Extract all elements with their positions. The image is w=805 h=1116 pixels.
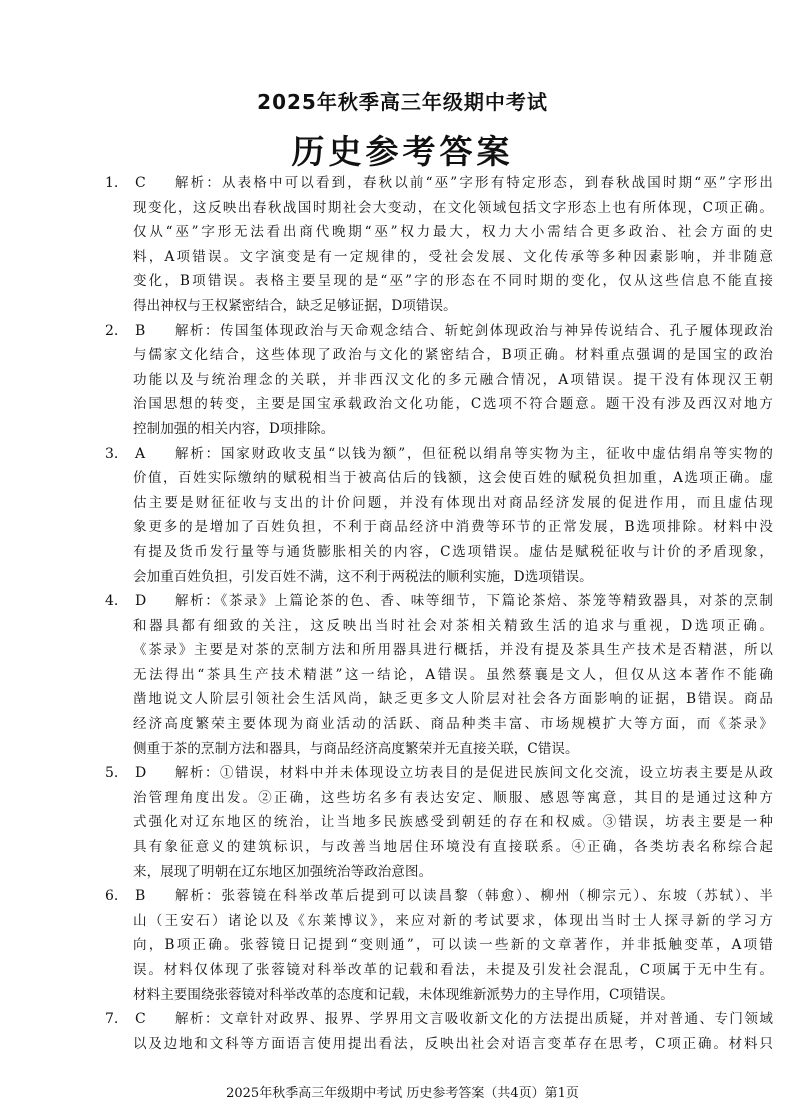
explanation-line: 治管理角度出发。②正确，这些坊名多有表达安定、顺服、感恩等寓意，其目的是通过这种方 bbox=[133, 789, 773, 806]
answer-item bbox=[0, 884, 805, 1007]
explanation-line: 会加重百姓负担，引发百姓不满，这不利于两税法的顺利实施，D选项错误。 bbox=[133, 568, 593, 585]
answer-letter: B bbox=[135, 888, 146, 905]
explanation-line: 误。材料仅体现了张蓉镜对科举改革的记载和看法，未提及引发社会混乱，C项属于无中生有。 bbox=[133, 962, 773, 978]
explanation-line: 和器具都有细致的关注，这反映出当时社会对茶相关精致生活的追求与重视，D选项正确。 bbox=[133, 617, 773, 634]
explanation-line: 解析：张蓉镜在科举改革后提到可以读昌黎（韩愈）、柳州（柳宗元）、东坡（苏轼）、半 bbox=[175, 888, 773, 905]
explanation-line: 解析：国家财政收支虽“以钱为额”，但征税以绢帛等实物为主，征收中虚估绢帛等实物的 bbox=[175, 445, 773, 462]
question-number: 3. bbox=[105, 445, 119, 462]
explanation-line: 象更多的是增加了百姓负担，不利于商品经济中消费等环节的正常发展，B选项排除。材料中没 bbox=[133, 519, 773, 536]
answer-letter: C bbox=[135, 1011, 146, 1028]
explanation-line: 山（王安石）诸论以及《东莱博议》，来应对新的考试要求，体现出当时士人探寻新的学习方 bbox=[133, 912, 773, 929]
question-number: 5. bbox=[105, 765, 119, 782]
explanation-line: 具有象征意义的建筑标识，与改善当地居住环境没有直接联系。④正确，各类坊表名称综合起 bbox=[133, 839, 773, 856]
answer-item bbox=[0, 319, 805, 442]
answer-letter: D bbox=[135, 765, 147, 782]
explanation-line: 现变化，这反映出春秋战国时期社会大变动，在文化领域包括文字形态上也有所体现，C项正确。 bbox=[133, 199, 773, 216]
answer-item bbox=[0, 761, 805, 884]
answer-item bbox=[0, 171, 805, 319]
explanation-line: 材料主要围绕张蓉镜对科举改革的态度和记载，未体现维新派势力的主导作用，C项错误。 bbox=[133, 986, 674, 1003]
explanation-line: 有提及货币发行量等与通货膨胀相关的内容，C选项错误。虚估是赋税征收与计价的矛盾现象， bbox=[133, 543, 773, 560]
explanation-line: 估主要是财征征收与支出的计价问题，并没有体现出对商品经济发展的促进作用，而且虚估现 bbox=[133, 494, 773, 511]
explanation-line: 功能以及与统治理念的关联，并非西汉文化的多元融合情况，A项错误。提干没有体现汉王朝 bbox=[133, 371, 773, 388]
question-number: 2. bbox=[105, 322, 119, 339]
explanation-line: 控制加强的相关内容，D项排除。 bbox=[133, 420, 335, 437]
question-number: 6. bbox=[105, 888, 119, 905]
question-number: 4. bbox=[105, 593, 119, 610]
explanation-line: 解析：①错误，材料中并未体现设立坊表目的是促进民族间文化交流，设立坊表主要是从政 bbox=[175, 765, 773, 782]
explanation-line: 料，A项错误。文字演变是有一定规律的，受社会发展、文化传承等多种因素影响，并非随意 bbox=[133, 248, 773, 265]
answer-item bbox=[0, 442, 805, 590]
explanation-line: 侧重于茶的烹制方法和器具，与商品经济高度繁荣并无直接关联，C错误。 bbox=[133, 740, 579, 757]
explanation-line: 经济高度繁荣主要体现为商业活动的活跃、商品种类丰富、市场规模扩大等方面，而《茶录》 bbox=[133, 716, 773, 733]
explanation-line: 式强化对辽东地区的统治，让当地多民族感受到朝廷的存在和权威。③错误，坊表主要是一种 bbox=[133, 814, 773, 831]
explanation-line: 来，展现了明朝在辽东地区加强统治等政治意图。 bbox=[133, 863, 433, 880]
explanation-line: 价值，百姓实际缴纳的赋税相当于被高估后的钱额，这会使百姓的赋税负担加重，A选项正确。虚 bbox=[133, 470, 773, 487]
explanation-line: 解析：文章针对政界、报界、学界用文言吸收新文化的方法提出质疑，并对普通、专门领域 bbox=[175, 1011, 773, 1028]
question-number: 7. bbox=[105, 1011, 119, 1028]
document-title: 历史参考答案 bbox=[291, 132, 514, 171]
page-footer: 2025年秋季高三年级期中考试 历史参考答案（共4页）第1页 bbox=[226, 1086, 579, 1101]
explanation-line: 凿地说文人阶层引领社会生活风尚，缺乏更多文人阶层对社会各方面影响的证据，B错误。商品 bbox=[133, 691, 773, 708]
explanation-line: 治国思想的转变，主要是国宝承载政治文化功能，C选项不符合题意。题干没有涉及西汉对地方 bbox=[133, 396, 773, 413]
explanation-line: 解析：从表格中可以看到，春秋以前“巫”字形有特定形态，到春秋战国时期“巫”字形出 bbox=[175, 175, 773, 191]
answer-letter: D bbox=[135, 593, 147, 610]
explanation-line: 变化，B项错误。表格主要呈现的是“巫”字的形态在不同时期的变化，仅从这些信息不能直接 bbox=[133, 273, 773, 290]
explanation-line: 解析：《茶录》上篇论茶的色、香、味等细节，下篇论茶焙、茶笼等精致器具，对茶的烹制 bbox=[175, 593, 773, 610]
answer-letter: C bbox=[135, 175, 146, 191]
explanation-line: 《茶录》主要是对茶的烹制方法和所用器具进行概括，并没有提及茶具生产技术是否精湛，所以 bbox=[133, 642, 773, 659]
answer-item bbox=[0, 589, 805, 761]
answer-item bbox=[0, 1007, 805, 1056]
explanation-line: 与儒家文化结合，这些体现了政治与文化的紧密结合，B项正确。材料重点强调的是国宝的政治 bbox=[133, 347, 773, 364]
question-number: 1. bbox=[105, 175, 119, 191]
exam-title: 2025年秋季高三年级期中考试 bbox=[257, 90, 548, 114]
answer-letter: A bbox=[135, 445, 146, 462]
explanation-line: 解析：传国玺体现政治与天命观念结合、斩蛇剑体现政治与神异传说结合、孔子履体现政治 bbox=[175, 322, 773, 339]
explanation-line: 向，B项正确。张蓉镜日记提到“变则通”，可以读一些新的文章著作，并非抵触变革，A项错 bbox=[133, 937, 773, 954]
explanation-line: 得出神权与王权紧密结合，缺乏足够证据，D项错误。 bbox=[133, 297, 457, 314]
explanation-line: 无法得出“茶具生产技术精湛”这一结论，A错误。虽然蔡襄是文人，但仅从这本著作不能确 bbox=[133, 666, 773, 683]
answer-list bbox=[0, 171, 805, 1056]
explanation-line: 仅从“巫”字形无法看出商代晚期“巫”权力最大，权力大小需结合更多政治、社会方面的史 bbox=[133, 224, 773, 241]
answer-letter: B bbox=[135, 322, 146, 339]
explanation-line: 以及边地和文科等方面语言使用提出看法，反映出社会对语言变革存在思考，C项正确。材料只 bbox=[133, 1035, 773, 1052]
